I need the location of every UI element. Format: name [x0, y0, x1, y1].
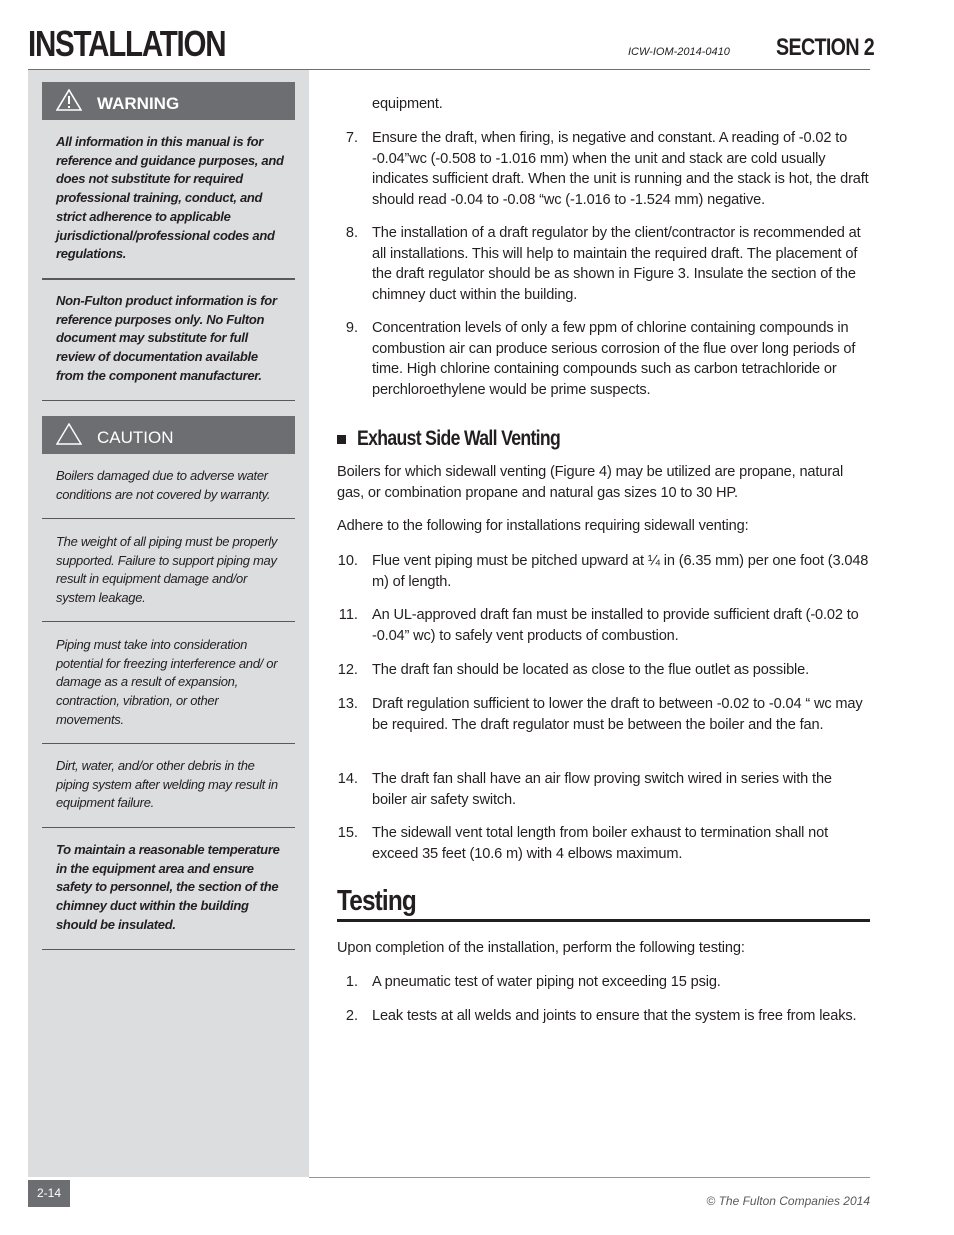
list-item: The draft fan shall have an air flow proving switch wired in series with the boiler air safety switch.	[372, 771, 832, 808]
list-number: 2.	[345, 1008, 358, 1024]
sidebar-divider	[42, 621, 295, 622]
list-number: 8.	[345, 225, 358, 241]
subsection-heading-text: Exhaust Side Wall Venting	[357, 427, 561, 450]
document-code: ICW-IOM-2014-0410	[628, 46, 730, 58]
warning-note: All information in this manual is for reference and guidance purposes, and does not substitute for required professional training, conduct, and strict adherence to applicable jurisdictional/professional codes and regulations.	[56, 134, 284, 262]
warning-triangle-icon	[56, 89, 82, 111]
page-number: 2-14	[28, 1180, 70, 1207]
footer-divider	[309, 1177, 870, 1178]
section-label: SECTION 2	[776, 34, 874, 61]
caution-header	[42, 416, 295, 454]
list-number: 10.	[337, 553, 358, 569]
list-item: Leak tests at all welds and joints to ensure that the system is free from leaks.	[372, 1008, 857, 1024]
caution-label: CAUTION	[97, 428, 174, 447]
list-item: A pneumatic test of water piping not exceeding 15 psig.	[372, 974, 721, 990]
warning-note: Non-Fulton product information is for reference purposes only. No Fulton document may substitute for full review of documentation available from the component manufacturer.	[56, 293, 277, 383]
list-number: 15.	[337, 825, 358, 841]
paragraph: Upon completion of the installation, perform the following testing:	[337, 940, 745, 956]
sidebar-divider	[42, 743, 295, 744]
caution-note: Dirt, water, and/or other debris in the piping system after welding may result in equipment failure.	[56, 758, 278, 811]
section-heading-rule	[337, 919, 870, 922]
list-item: Flue vent piping must be pitched upward at ¼ in (6.35 mm) per one foot (3.048 m) of length.	[372, 553, 869, 590]
square-bullet-icon	[337, 435, 346, 444]
list-number: 9.	[345, 320, 358, 336]
warning-header	[42, 82, 295, 120]
list-item: The sidewall vent total length from boiler exhaust to termination shall not exceed 35 feet (10.6 m) with 4 elbows maximum.	[372, 825, 828, 862]
sidebar-divider	[42, 400, 295, 401]
subsection-heading	[337, 426, 599, 452]
list-item: Draft regulation sufficient to lower the draft to between -0.02 to -0.04 “ wc may be required. The draft regulator must be between the boiler and the fan.	[372, 696, 863, 733]
list-number: 13.	[337, 696, 358, 712]
sidebar-divider	[42, 518, 295, 519]
list-item: Ensure the draft, when firing, is negative and constant. A reading of -0.02 to -0.04”wc (-0.508 to -1.016 mm) when the unit and stack are cold usually indicates sufficient draft. When the unit is running and the stack is hot, the draft should read -0.04 to -0.08 “wc (-1.016 to -1.524 mm) negative.	[372, 130, 869, 208]
list-number: 7.	[345, 130, 358, 146]
paragraph: Boilers for which sidewall venting (Figure 4) may be utilized are propane, natural gas, or combination propane and natural gas sizes 10 to 30 HP.	[337, 464, 844, 501]
caution-note: To maintain a reasonable temperature in the equipment area and ensure safety to personnel, the section of the chimney duct within the building should be insulated.	[56, 842, 280, 932]
sidebar-divider	[42, 949, 295, 950]
sidebar-divider	[42, 827, 295, 828]
list-number: 14.	[337, 771, 358, 787]
list-item: An UL-approved draft fan must be installed to provide sufficient draft (-0.02 to -0.04” wc) to safely vent products of combustion.	[372, 607, 859, 644]
list-item: The draft fan should be located as close to the flue outlet as possible.	[372, 662, 810, 678]
continued-text: equipment.	[372, 96, 443, 112]
list-item: Concentration levels of only a few ppm of chlorine containing compounds in combustion air can produce serious corrosion of the flue over long periods of time. High chlorine containing compounds such as carbon tetrachloride or perchloroethylene would be prime suspects.	[372, 320, 856, 398]
section-heading: Testing	[337, 885, 416, 917]
list-number: 12.	[337, 662, 358, 678]
paragraph: Adhere to the following for installations requiring sidewall venting:	[337, 518, 749, 534]
caution-triangle-icon	[56, 423, 82, 445]
caution-note: Piping must take into consideration potential for freezing interference and/ or damage as a result of expansion, contraction, vibration, or other movements.	[56, 637, 278, 727]
list-number: 1.	[345, 974, 358, 990]
warning-label: WARNING	[97, 94, 180, 113]
copyright-notice: © The Fulton Companies 2014	[706, 1194, 870, 1208]
caution-note: Boilers damaged due to adverse water conditions are not covered by warranty.	[56, 468, 271, 502]
caution-note: The weight of all piping must be properly supported. Failure to support piping may result in equipment damage and/or system leakage.	[56, 534, 278, 606]
page-title: INSTALLATION	[28, 23, 226, 64]
list-number: 11.	[338, 607, 358, 623]
sidebar-divider	[42, 278, 295, 280]
list-item: The installation of a draft regulator by the client/contractor is recommended at all installations. This will help to maintain the required draft. The placement of the draft regulator should be as shown in Figure 3. Insulate the section of the chimney duct within the building.	[372, 225, 861, 303]
